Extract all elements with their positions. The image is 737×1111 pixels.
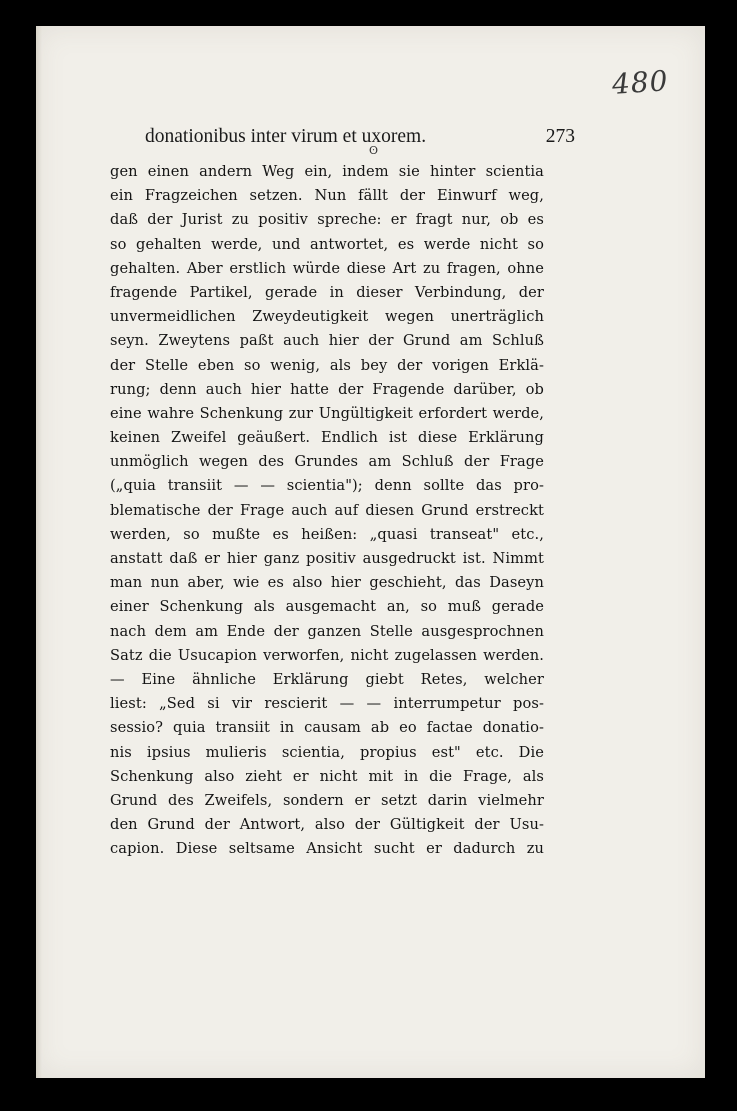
handwritten-folio-number: 480: [610, 64, 670, 101]
text-line: nach dem am Ende der ganzen Stelle ausgesprochnen: [110, 622, 544, 640]
text-line: gen einen andern Weg ein, indem sie hinter scientia: [110, 163, 544, 180]
running-header: [145, 126, 575, 148]
page-number: 273: [545, 126, 575, 147]
ornament-icon: ʘ: [369, 144, 379, 157]
text-line: blematische der Frage auch auf diesen Grund erstreckt: [110, 501, 544, 519]
text-line: — Eine ähnliche Erklärung giebt Retes, welcher: [110, 670, 544, 688]
text-line: fragende Partikel, gerade in dieser Verbindung, der: [110, 283, 544, 301]
text-line: liest: „Sed si vir rescierit — — interrumpetur pos-: [110, 695, 544, 713]
text-line: sessio? quia transiit in causam ab eo factae donatio-: [110, 719, 544, 737]
running-title: donationibus inter virum et uxorem.: [145, 126, 427, 147]
text-line: den Grund der Antwort, also der Gültigkeit der Usu-: [110, 816, 544, 834]
text-line: rung; denn auch hier hatte der Fragende darüber, ob: [110, 380, 544, 398]
text-line: Grund des Zweifels, sondern er setzt darin vielmehr: [110, 791, 544, 809]
text-line: eine wahre Schenkung zur Ungültigkeit erfordert werde,: [110, 404, 544, 422]
text-line: Schenkung also zieht er nicht mit in die Frage, als: [110, 767, 544, 785]
text-line: werden, so mußte es heißen: „quasi transeat" etc.,: [110, 525, 544, 543]
body-text: [110, 160, 544, 861]
text-line: daß der Jurist zu positiv spreche: er fragt nur, ob es: [110, 211, 544, 229]
text-line: anstatt daß er hier ganz positiv ausgedruckt ist. Nimmt: [110, 550, 544, 567]
text-line: so gehalten werde, und antwortet, es werde nicht so: [110, 235, 544, 253]
page-edge: [36, 26, 42, 1078]
text-line: Satz die Usucapion verworfen, nicht zugelassen werden.: [110, 646, 544, 664]
text-line: einer Schenkung als ausgemacht an, so muß gerade: [110, 598, 544, 616]
text-line: man nun aber, wie es also hier geschieht, das Daseyn: [110, 574, 544, 592]
text-line: ein Fragzeichen setzen. Nun fällt der Einwurf weg,: [110, 187, 544, 205]
text-line: („quia transiit — — scientia"); denn sollte das pro-: [110, 477, 544, 495]
text-line: seyn. Zweytens paßt auch hier der Grund am Schluß: [110, 332, 544, 350]
scanned-page: [36, 26, 705, 1078]
text-line: keinen Zweifel geäußert. Endlich ist diese Erklärung: [110, 429, 544, 447]
text-line: capion. Diese seltsame Ansicht sucht er dadurch zu: [110, 840, 544, 858]
text-line: der Stelle eben so wenig, als bey der vorigen Erklä-: [110, 356, 544, 374]
text-line: nis ipsius mulieris scientia, propius est" etc. Die: [110, 743, 544, 761]
text-line: unmöglich wegen des Grundes am Schluß der Frage: [110, 453, 544, 471]
text-line: gehalten. Aber erstlich würde diese Art zu fragen, ohne: [110, 259, 544, 277]
text-line: unvermeidlichen Zweydeutigkeit wegen unerträglich: [110, 308, 544, 326]
